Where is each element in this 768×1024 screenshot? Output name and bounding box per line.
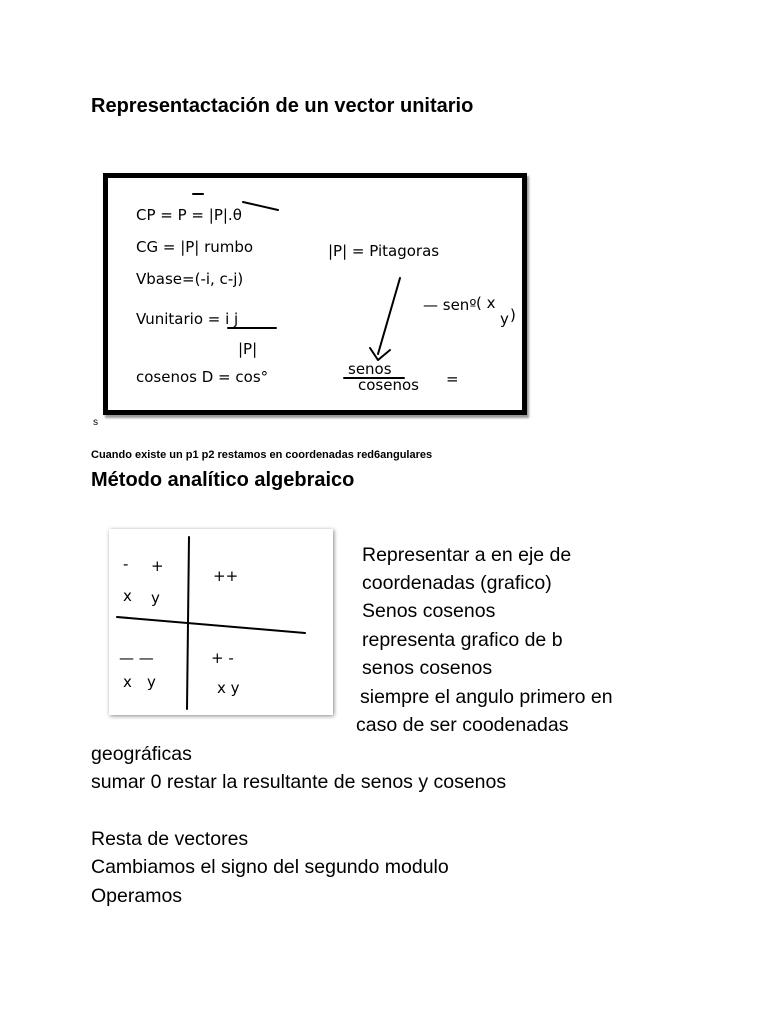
paragraph-line: geográficas [91,743,192,765]
paragraph-line: coordenadas (grafico) [362,572,552,594]
paragraph-line: Senos cosenos [362,600,496,622]
stray-mark: s [93,417,98,428]
svg-text:y: y [500,310,509,328]
svg-text:Vbase=(-i, c-j): Vbase=(-i, c-j) [136,270,244,288]
svg-text:cosenos: cosenos [358,376,419,394]
paragraph-line: sumar 0 restar la resultante de senos y cosenos [91,771,507,793]
svg-text:++: ++ [213,567,239,585]
svg-text:Vunitario = i j: Vunitario = i j [136,310,239,328]
quadrant-sketch-drawing [109,529,333,715]
svg-text:y: y [147,673,156,691]
paragraph-line: Operamos [91,885,183,907]
paragraph-line: senos cosenos [362,657,493,679]
svg-text:-: - [123,555,129,573]
svg-text:=: = [446,370,459,388]
section-title: Método analítico algebraico [91,469,355,491]
paragraph-line: Representar a en eje de [362,544,572,566]
svg-text:x: x [123,673,132,691]
page-title: Representactación de un vector unitario [91,95,474,117]
svg-text:( x: ( x [476,294,496,312]
svg-text:senos: senos [348,360,392,378]
svg-text:— senº: — senº [423,296,477,314]
svg-text:): ) [510,306,516,324]
paragraph-line: Cambiamos el signo del segundo modulo [91,856,449,878]
quadrant-sketch-image [109,529,333,715]
svg-text:x: x [123,587,132,605]
svg-text:CP = P = |P|.θ: CP = P = |P|.θ [136,206,242,224]
svg-text:+: + [151,557,164,575]
svg-text:|P|: |P| [238,340,258,358]
paragraph-line: caso de ser coodenadas [356,714,569,736]
svg-text:cosenos D = cos°: cosenos D = cos° [136,368,269,386]
paragraph-line: siempre el angulo primero en [360,686,613,708]
paragraph-line: representa grafico de b [362,629,563,651]
svg-text:x y: x y [217,679,240,697]
svg-text:+ -: + - [211,649,234,667]
handwritten-formulas-drawing [108,178,522,410]
svg-text:|P| = Pitagoras: |P| = Pitagoras [328,242,440,260]
paragraph-line: Resta de vectores [91,828,249,850]
handwritten-notes-image [103,173,527,415]
figure-caption: Cuando existe un p1 p2 restamos en coordenadas red6angulares [91,449,433,461]
svg-text:— —: — — [119,649,154,667]
svg-text:CG = |P| rumbo: CG = |P| rumbo [136,238,254,256]
svg-text:y: y [151,589,160,607]
